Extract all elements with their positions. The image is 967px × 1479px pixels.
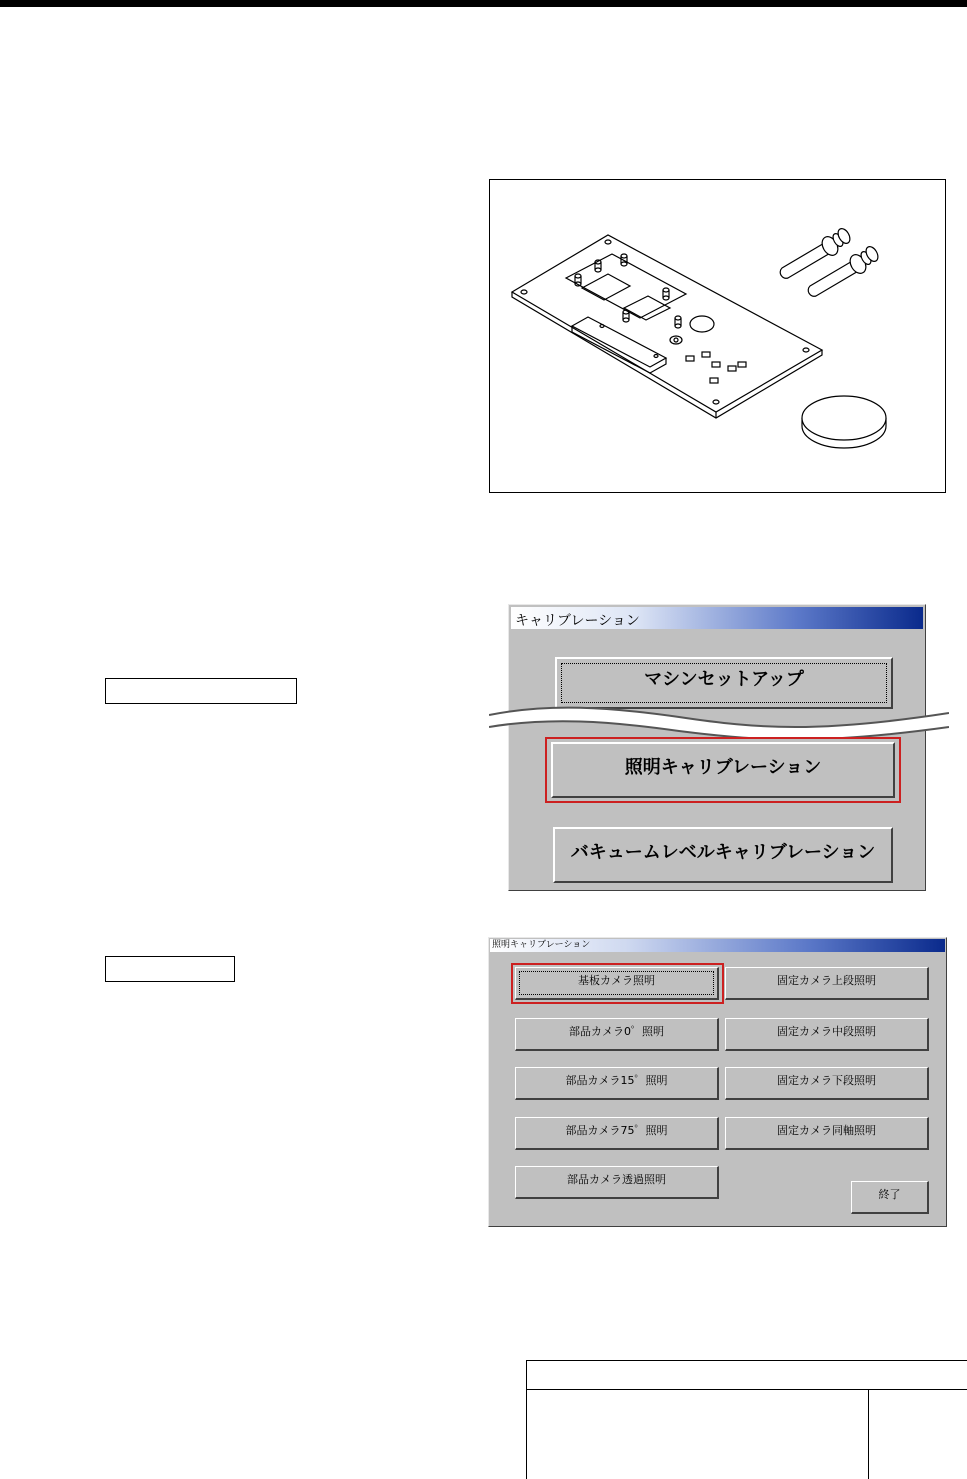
board-camera-light-button[interactable] [515, 967, 719, 1000]
part-camera-75-light-button[interactable] [515, 1117, 719, 1150]
fixed-camera-coaxial-light-button[interactable] [725, 1117, 929, 1150]
label-box-1 [105, 678, 297, 704]
calibration-jig-illustration [489, 179, 946, 493]
button-label: 固定カメラ中段照明 [777, 1025, 876, 1038]
button-label: マシンセットアップ [644, 669, 804, 690]
button-label: 固定カメラ下段照明 [777, 1074, 876, 1087]
machine-setup-button[interactable] [555, 657, 893, 709]
close-button[interactable] [851, 1181, 929, 1214]
part-camera-transmitted-light-button[interactable] [515, 1166, 719, 1199]
fixed-camera-upper-light-button[interactable] [725, 967, 929, 1000]
window-title: キャリブレーション [515, 613, 640, 629]
lighting-calibration-button[interactable] [551, 742, 895, 798]
title-bar [490, 939, 945, 952]
footer-table [526, 1360, 967, 1479]
table-divider [527, 1389, 967, 1390]
button-label: 照明キャリブレーション [624, 757, 822, 778]
calibration-window [508, 604, 926, 891]
label-box-2 [105, 956, 235, 982]
window-title: 照明キャリブレーション [492, 940, 591, 950]
table-divider [868, 1389, 869, 1479]
button-label: 部品カメラ0゜照明 [569, 1025, 664, 1038]
button-label: 固定カメラ同軸照明 [777, 1124, 876, 1137]
part-camera-15-light-button[interactable] [515, 1067, 719, 1100]
button-label: 部品カメラ15゜照明 [565, 1074, 668, 1087]
vacuum-level-calibration-button[interactable] [553, 827, 893, 883]
button-label: 終了 [878, 1188, 901, 1201]
jig-parts-drawing [490, 180, 945, 492]
button-label: 部品カメラ透過照明 [567, 1173, 666, 1186]
lighting-calibration-window [488, 937, 947, 1227]
button-label: 固定カメラ上段照明 [777, 974, 876, 987]
break-wave [489, 705, 949, 737]
fixed-camera-lower-light-button[interactable] [725, 1067, 929, 1100]
button-label: バキュームレベルキャリブレーション [570, 842, 876, 863]
header-rule [0, 0, 967, 7]
button-label: 部品カメラ75゜照明 [565, 1124, 668, 1137]
button-label: 基板カメラ照明 [578, 974, 655, 987]
title-bar [511, 607, 923, 629]
part-camera-0-light-button[interactable] [515, 1018, 719, 1051]
fixed-camera-middle-light-button[interactable] [725, 1018, 929, 1051]
